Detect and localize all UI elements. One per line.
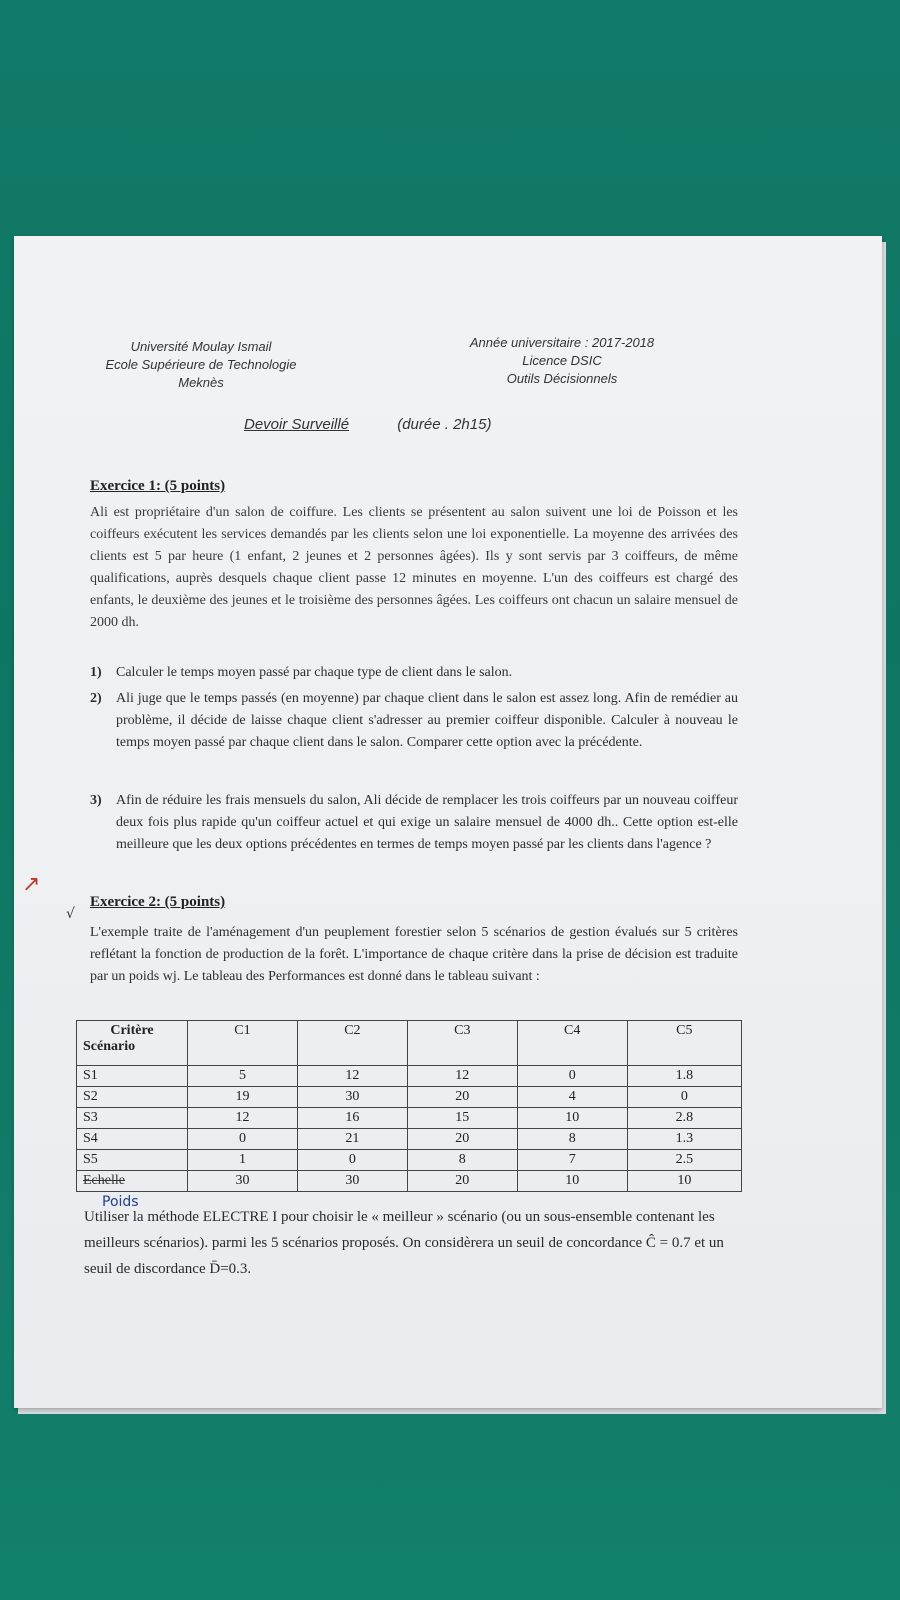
table-cell: 8 xyxy=(517,1129,627,1150)
table-row xyxy=(77,1087,742,1108)
table-cell: 2.5 xyxy=(627,1150,741,1171)
weight-cell: 10 xyxy=(627,1171,741,1192)
column-header: C1 xyxy=(188,1021,298,1066)
institution-header xyxy=(86,338,316,392)
row-label: S2 xyxy=(77,1087,188,1108)
row-label: S4 xyxy=(77,1129,188,1150)
table-cell: 1.8 xyxy=(627,1066,741,1087)
table-cell: 15 xyxy=(407,1108,517,1129)
table-row xyxy=(77,1108,742,1129)
table-row xyxy=(77,1150,742,1171)
table-cell: 0 xyxy=(627,1087,741,1108)
city-name: Meknès xyxy=(178,375,224,390)
weights-row xyxy=(77,1171,742,1192)
question-number: 2) xyxy=(90,691,102,706)
exercise-1-question-1 xyxy=(90,662,738,684)
exam-duration: (durée . 2h15) xyxy=(397,416,492,433)
column-header: C4 xyxy=(517,1021,627,1066)
table-cell: 0 xyxy=(297,1150,407,1171)
column-header: C2 xyxy=(297,1021,407,1066)
weight-cell: 30 xyxy=(297,1171,407,1192)
table-cell: 0 xyxy=(188,1129,298,1150)
weights-row-label xyxy=(77,1171,188,1192)
scenario-label: Scénario xyxy=(83,1039,136,1054)
table-corner-cell xyxy=(77,1021,188,1066)
weight-cell: 10 xyxy=(517,1171,627,1192)
check-mark: √ xyxy=(66,906,75,922)
table-cell: 20 xyxy=(407,1129,517,1150)
row-label: S3 xyxy=(77,1108,188,1129)
exercise-2-title: Exercice 2: (5 points) xyxy=(90,894,226,910)
table-header-row xyxy=(77,1021,742,1066)
exercise-1-intro: Ali est propriétaire d'un salon de coiffure. Les clients se présentent au salon suivent une loi de Poisson et les coiffeurs exécutent les services demandés par les clients selon une loi exponentielle. La moyenne des arrivées des clients est 5 par heure (1 enfant, 2 jeunes et 2 personnes âgées). Ils y sont servis par 3 coiffeurs, de même qualifications, auprès desquels chaque client passe 12 minutes en moyenne. L'un des coiffeurs est chargé des enfants, le deuxième des jeunes et le troisième des personnes âgées. Les coiffeurs ont chacun un salaire mensuel de 2000 dh. xyxy=(90,505,738,630)
table-row xyxy=(77,1066,742,1087)
exercise-2-intro: L'exemple traite de l'aménagement d'un peuplement forestier selon 5 scénarios de gestion évalués sur 5 critères reflétant la fonction de production de la forêt. L'importance de chaque critère dans la prise de décision est traduite par un poids wj. Le tableau des Performances est donné dans le tableau suivant : xyxy=(90,925,738,984)
question-number: 3) xyxy=(90,793,102,808)
table-cell: 16 xyxy=(297,1108,407,1129)
exam-sheet xyxy=(14,236,882,1408)
table-cell: 10 xyxy=(517,1108,627,1129)
question-number: 1) xyxy=(90,665,102,680)
struck-label: Echelle xyxy=(83,1173,125,1188)
table-cell: 2.8 xyxy=(627,1108,741,1129)
table-cell: 12 xyxy=(407,1066,517,1087)
table-cell: 8 xyxy=(407,1150,517,1171)
question-text: Ali juge que le temps passés (en moyenne) par chaque client dans le salon est assez long. Afin de remédier au problème, il décide de laisse chaque client s'adresser au premier coiffeur disponible. Calculer à nouveau le temps moyen passé par chaque client dans le salon. Comparer cette option avec la précédente. xyxy=(116,691,738,750)
table-cell: 1 xyxy=(188,1150,298,1171)
table-cell: 1.3 xyxy=(627,1129,741,1150)
table-cell: 12 xyxy=(297,1066,407,1087)
weight-cell: 20 xyxy=(407,1171,517,1192)
university-name: Université Moulay Ismail xyxy=(130,339,272,354)
exercise-1-title: Exercice 1: (5 points) xyxy=(90,478,226,494)
question-text: Calculer le temps moyen passé par chaque type de client dans le salon. xyxy=(116,665,513,680)
column-header: C3 xyxy=(407,1021,517,1066)
table-cell: 30 xyxy=(297,1087,407,1108)
performance-table xyxy=(76,1020,742,1192)
question-text: Afin de réduire les frais mensuels du salon, Ali décide de remplacer les trois coiffeurs par un nouveau coiffeur deux fois plus rapide qu'un coiffeur actuel et qui exige un salaire mensuel de 4000 dh.. Cette option est-elle meilleure que les deux options précédentes en termes de temps moyen passé par les clients dans l'agence ? xyxy=(116,793,738,852)
table-cell: 19 xyxy=(188,1087,298,1108)
column-header: C5 xyxy=(627,1021,741,1066)
criteria-label: Critère xyxy=(110,1023,154,1038)
program-name: Licence DSIC xyxy=(522,353,602,368)
table-row xyxy=(77,1129,742,1150)
handwritten-weights-label: Poids xyxy=(102,1194,139,1210)
table-cell: 20 xyxy=(407,1087,517,1108)
academic-year: Année universitaire : 2017-2018 xyxy=(469,335,655,350)
table-cell: 12 xyxy=(188,1108,298,1129)
row-label: S1 xyxy=(77,1066,188,1087)
table-cell: 5 xyxy=(188,1066,298,1087)
table-cell: 4 xyxy=(517,1087,627,1108)
course-name: Outils Décisionnels xyxy=(506,371,618,386)
exercise-2-instruction: Utiliser la méthode ELECTRE I pour choisir le « meilleur » scénario (ou un sous-ensemble contenant les meilleurs scénarios). parmi les 5 scénarios proposés. On considèrera un seuil de concordance Ĉ = 0.7 et un seuil de discordance D̄=0.3. xyxy=(84,1209,724,1277)
school-name: Ecole Supérieure de Technologie xyxy=(105,357,297,372)
table-cell: 21 xyxy=(297,1129,407,1150)
red-arrow-mark: ↗ xyxy=(22,872,41,897)
course-header xyxy=(442,334,682,388)
exercise-1-question-3 xyxy=(90,790,738,856)
exercise-1-question-2 xyxy=(90,688,738,754)
exam-title xyxy=(244,416,491,433)
row-label: S5 xyxy=(77,1150,188,1171)
table-cell: 7 xyxy=(517,1150,627,1171)
weight-cell: 30 xyxy=(188,1171,298,1192)
table-cell: 0 xyxy=(517,1066,627,1087)
exam-title-main: Devoir Surveillé xyxy=(244,416,350,433)
